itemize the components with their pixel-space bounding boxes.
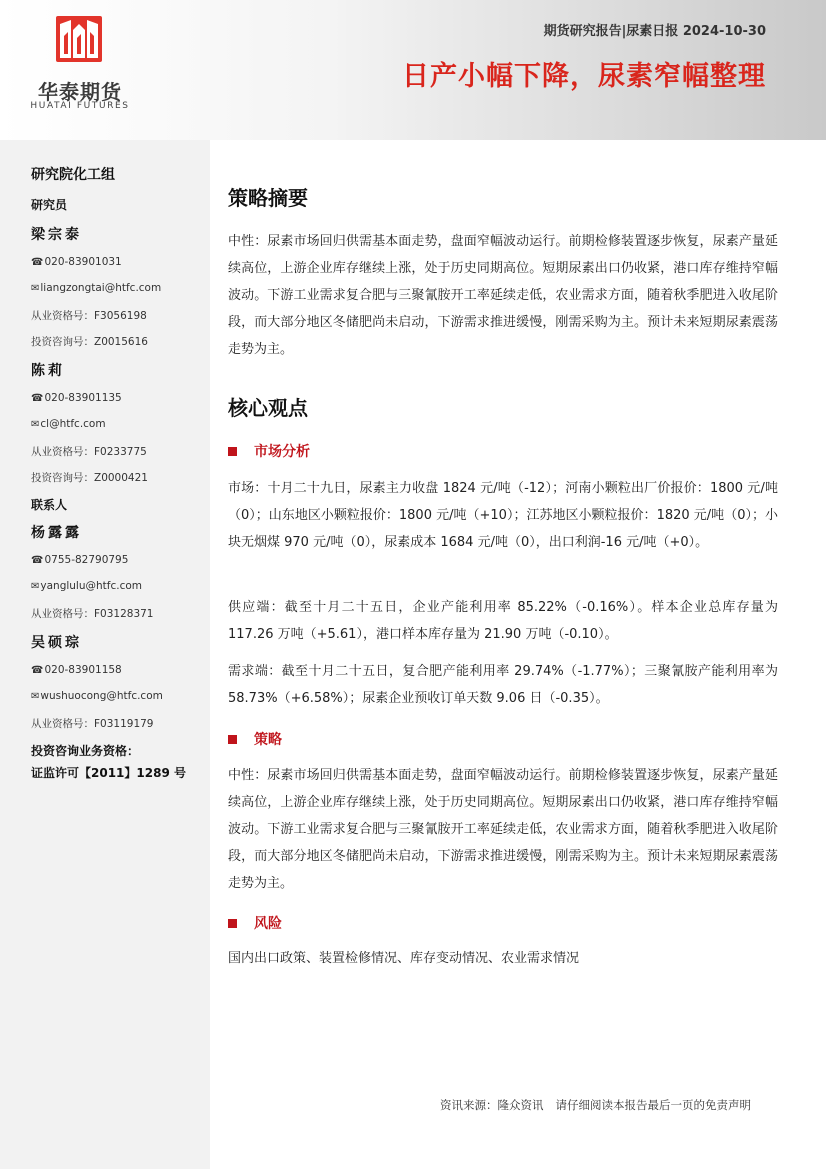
phone-icon: ☎ — [31, 257, 44, 268]
demand-text: 需求端：截至十月二十五日，复合肥产能利用率 29.74%（-1.77%）；三聚氰胺产能利用率为 58.73%（+6.58%）；尿素企业预收订单天数 9.06 日（-0.35）。 — [228, 664, 778, 706]
footer — [440, 1097, 751, 1113]
contact-phone: ☎020-83901158 — [31, 664, 122, 676]
risk-heading: 风险 — [228, 913, 282, 933]
contact-email[interactable]: ✉yanglulu@htfc.com — [31, 580, 143, 592]
contact-license: 从业资格号：F03119179 — [31, 718, 154, 730]
researcher-consult-no: 投资咨询号：Z0000421 — [31, 472, 148, 484]
core-heading: 核心观点 — [228, 396, 308, 420]
researcher-license: 从业资格号：F0233775 — [31, 446, 147, 458]
market-heading: 市场分析 — [228, 441, 310, 461]
logo-mark-icon — [56, 16, 102, 62]
market-text: 市场：十月二十九日，尿素主力收盘 1824 元/吨（-12）；河南小颗粒出厂价报价：1800 元/吨（0）；山东地区小颗粒报价：1800 元/吨（+10）；江苏地区小颗粒报价：1820 元/吨（0）；小块无烟煤 970 元/吨（0），尿素成本 1684 元/吨（0），出口利润-16 元/吨（+0）。 — [228, 481, 778, 550]
contact-license: 从业资格号：F03128371 — [31, 608, 154, 620]
phone-icon: ☎ — [31, 665, 44, 676]
contact-phone: ☎0755-82790795 — [31, 554, 129, 566]
summary-text: 中性：尿素市场回归供需基本面走势，盘面窄幅波动运行。前期检修装置逐步恢复，尿素产量延续高位，上游企业库存继续上涨，处于历史同期高位。短期尿素出口仍收紧，港口库存维持窄幅波动。下游工业需求复合肥与三聚氰胺开工率延续走低，农业需求方面，随着秋季肥进入收尾阶段，而大部分地区冬储肥尚未启动，下游需求推进缓慢，刚需采购为主。预计未来短期尿素震荡走势为主。 — [228, 234, 778, 357]
contact-email[interactable]: ✉wushuocong@htfc.com — [31, 690, 163, 702]
report-header — [0, 0, 826, 140]
researcher-email[interactable]: ✉liangzongtai@htfc.com — [31, 282, 162, 294]
envelope-icon: ✉ — [31, 419, 40, 430]
square-bullet-icon — [228, 447, 237, 456]
researcher-phone: ☎020-83901031 — [31, 256, 122, 268]
logo-english-name: HUATAI FUTURES — [30, 101, 130, 111]
researcher-phone: ☎020-83901135 — [31, 392, 122, 404]
risk-text: 国内出口政策、装置检修情况、库存变动情况、农业需求情况 — [228, 951, 580, 966]
contact-name: 吴硕琮 — [31, 635, 82, 651]
researcher-label: 研究员 — [31, 198, 68, 212]
footer-disclaimer: 请仔细阅读本报告最后一页的免责声明 — [555, 1098, 751, 1112]
summary-heading: 策略摘要 — [228, 186, 308, 210]
envelope-icon: ✉ — [31, 283, 40, 294]
sidebar — [0, 140, 210, 1169]
qualification-line1: 投资咨询业务资格： — [31, 744, 140, 758]
qualification-line2: 证监许可【2011】1289 号 — [31, 766, 186, 780]
research-group: 研究院化工组 — [31, 167, 115, 183]
researcher-name: 梁宗泰 — [31, 227, 82, 243]
supply-text: 供应端：截至十月二十五日，企业产能利用率 85.22%（-0.16%）。样本企业总库存量为 117.26 万吨（+5.61），港口样本库存量为 21.90 万吨（-0.10）。 — [228, 600, 778, 642]
envelope-icon: ✉ — [31, 581, 40, 592]
researcher-email[interactable]: ✉cl@htfc.com — [31, 418, 106, 430]
strategy-text: 中性：尿素市场回归供需基本面走势，盘面窄幅波动运行。前期检修装置逐步恢复，尿素产量延续高位，上游企业库存继续上涨，处于历史同期高位。短期尿素出口仍收紧，港口库存维持窄幅波动。下游工业需求复合肥与三聚氰胺开工率延续走低，农业需求方面，随着秋季肥进入收尾阶段，而大部分地区冬储肥尚未启动，下游需求推进缓慢，刚需采购为主。预计未来短期尿素震荡走势为主。 — [228, 768, 778, 891]
phone-icon: ☎ — [31, 393, 44, 404]
huatai-logo — [30, 16, 130, 116]
strategy-heading: 策略 — [228, 729, 282, 749]
contact-name: 杨露露 — [31, 525, 82, 541]
researcher-license: 从业资格号：F3056198 — [31, 310, 147, 322]
square-bullet-icon — [228, 919, 237, 928]
researcher-name: 陈莉 — [31, 363, 65, 379]
footer-source: 资讯来源：隆众资讯 — [440, 1098, 544, 1112]
contact-label: 联系人 — [31, 498, 68, 512]
report-title: 日产小幅下降，尿素窄幅整理 — [402, 61, 766, 92]
logo-chinese-name: 华泰期货 — [38, 80, 122, 104]
square-bullet-icon — [228, 735, 237, 744]
phone-icon: ☎ — [31, 555, 44, 566]
report-meta: 期货研究报告|尿素日报 2024-10-30 — [543, 24, 766, 39]
envelope-icon: ✉ — [31, 691, 40, 702]
researcher-consult-no: 投资咨询号：Z0015616 — [31, 336, 148, 348]
